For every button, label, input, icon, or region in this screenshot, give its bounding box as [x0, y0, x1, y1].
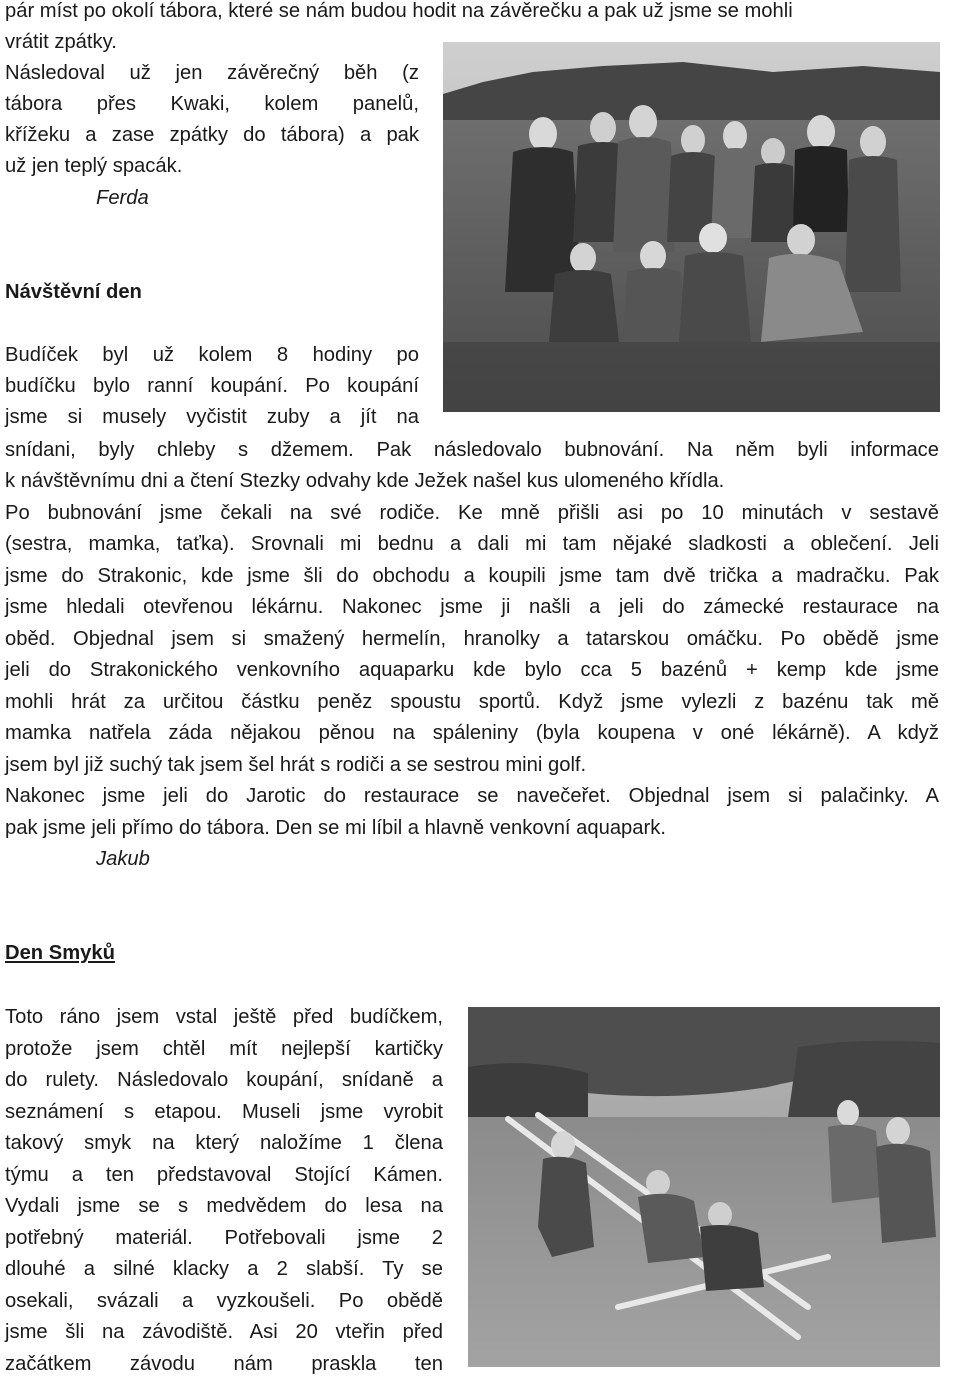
text-line: vrátit zpátky.: [5, 31, 117, 53]
section-heading: Den Smyků: [5, 942, 115, 964]
text-line: jsme šli na závodiště. Asi 20 vteřin před: [5, 1321, 443, 1343]
text-line: jsme hledali otevřenou lékárnu. Nakonec jsme ji našli a jeli do zámecké restaurace na: [5, 596, 939, 618]
text-line: začátkem závodu nám praskla ten: [5, 1353, 443, 1375]
text-line: osekali, svázali a vyzkoušeli. Po obědě: [5, 1290, 443, 1312]
text-line: snídani, byly chleby s džemem. Pak následovalo bubnování. Na něm byli informace: [5, 439, 939, 461]
text-line: týmu a ten představoval Stojící Kámen.: [5, 1164, 443, 1186]
text-line: mamka natřela záda nějakou pěnou na spáleniny (byla koupena v oné lékárně). A když: [5, 722, 939, 744]
text-line: Toto ráno jsem vstal ještě před budíčkem,: [5, 1006, 443, 1028]
section-heading: Návštěvní den: [5, 281, 142, 303]
signature: Ferda: [96, 187, 149, 209]
text-line: křížeku a zase zpátky do tábora) a pak: [5, 124, 419, 146]
text-line: pár míst po okolí tábora, které se nám budou hodit na závěrečku a pak už jsme se mohli: [5, 0, 793, 22]
group-photo-image: [443, 42, 940, 412]
text-line: seznámení s etapou. Museli jsme vyrobit: [5, 1101, 443, 1123]
text-line: takový smyk na který naložíme 1 člena: [5, 1132, 443, 1154]
text-line: budíčku bylo ranní koupání. Po koupání: [5, 375, 419, 397]
text-line: dlouhé a silné klacky a 2 slabší. Ty se: [5, 1258, 443, 1280]
text-line: oběd. Objednal jsem si smažený hermelín, hranolky a tatarskou omáčku. Po obědě jsme: [5, 628, 939, 650]
text-line: jsem byl již suchý tak jsem šel hrát s rodiči a se sestrou mini golf.: [5, 754, 587, 776]
text-line: už jen teplý spacák.: [5, 155, 183, 177]
group-photo: [443, 42, 940, 412]
text-line: jsme si musely vyčistit zuby a jít na: [5, 406, 419, 428]
text-line: (sestra, mamka, taťka). Srovnali mi bednu a dali mi tam nějaké sladkosti a oblečení. Jeli: [5, 533, 939, 555]
text-line: jeli do Strakonického venkovního aquaparku kde bylo cca 5 bazénů + kemp kde jsme: [5, 659, 939, 681]
text-line: Nakonec jsme jeli do Jarotic do restaurace se navečeřet. Objednal jsem si palačinky. A: [5, 785, 939, 807]
text-line: mohli hrát za určitou částku peněz spoustu sportů. Když jsme vylezli z bazénu tak mě: [5, 691, 939, 713]
text-line: Budíček byl už kolem 8 hodiny po: [5, 344, 419, 366]
text-line: Vydali jsme se s medvědem do lesa na: [5, 1195, 443, 1217]
sled-race-photo: [468, 1007, 940, 1367]
text-line: protože jsem chtěl mít nejlepší kartičky: [5, 1038, 443, 1060]
text-line: pak jsme jeli přímo do tábora. Den se mi líbil a hlavně venkovní aquapark.: [5, 817, 666, 839]
text-line: potřebný materiál. Potřebovali jsme 2: [5, 1227, 443, 1249]
text-line: jsme do Strakonic, kde jsme šli do obchodu a koupili jsme tam dvě trička a madračku. Pak: [5, 565, 939, 587]
text-line: tábora přes Kwaki, kolem panelů,: [5, 93, 419, 115]
text-line: do rulety. Následovalo koupání, snídaně a: [5, 1069, 443, 1091]
text-line: Po bubnování jsme čekali na své rodiče. Ke mně přišli asi po 10 minutách v sestavě: [5, 502, 939, 524]
sled-race-photo-image: [468, 1007, 940, 1367]
text-line: k návštěvnímu dni a čtení Stezky odvahy kde Ježek našel kus ulomeného křídla.: [5, 470, 725, 492]
signature: Jakub: [96, 848, 150, 870]
text-line: Následoval už jen závěrečný běh (z: [5, 62, 419, 84]
